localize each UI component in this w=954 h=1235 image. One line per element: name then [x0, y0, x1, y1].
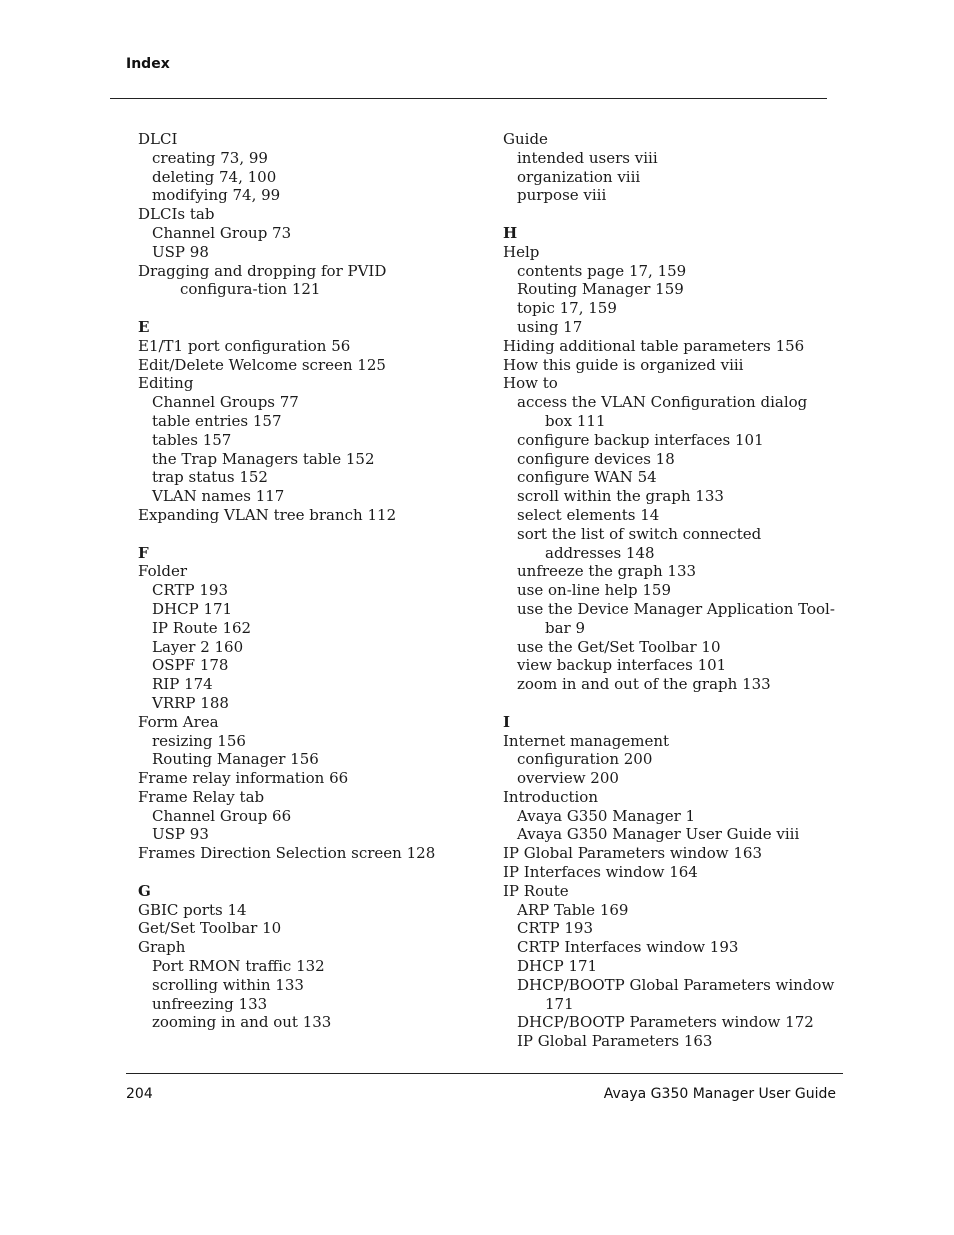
- index-subentry: Channel Group 66: [152, 806, 292, 825]
- index-subentry: configure devices 18: [517, 449, 675, 468]
- index-entry: Expanding VLAN tree branch 112: [138, 505, 397, 524]
- index-subentry: deleting 74, 100: [152, 167, 277, 186]
- index-section-letter: G: [138, 881, 151, 900]
- footer-rule: [126, 1073, 843, 1074]
- index-section-letter: H: [503, 223, 518, 242]
- index-subentry: trap status 152: [152, 468, 268, 487]
- index-entry: IP Interfaces window 164: [503, 863, 698, 882]
- index-subentry: zoom in and out of the graph 133: [517, 675, 771, 694]
- index-subentry: resizing 156: [152, 731, 246, 750]
- index-subentry: scrolling within 133: [152, 975, 304, 994]
- index-entry: Introduction: [503, 787, 598, 806]
- index-subentry: the Trap Managers table 152: [152, 449, 375, 468]
- index-entry: Form Area: [138, 712, 219, 731]
- page-number: 204: [126, 1086, 153, 1102]
- index-entry: E1/T1 port configuration 56: [138, 336, 351, 355]
- index-subentry: configuration 200: [517, 750, 653, 769]
- index-subentry: USP 98: [152, 242, 209, 261]
- index-entry: DLCI: [138, 130, 178, 148]
- index-subentry: tables 157: [152, 430, 232, 449]
- index-subentry: sort the list of switch connected addresses 148: [517, 524, 762, 562]
- index-subentry: topic 17, 159: [517, 299, 617, 318]
- index-subentry: Avaya G350 Manager User Guide viii: [517, 825, 800, 844]
- index-subentry: Channel Group 73: [152, 223, 292, 242]
- index-subentry: RIP 174: [152, 675, 213, 694]
- index-subentry: DHCP 171: [152, 599, 233, 618]
- index-subentry: view backup interfaces 101: [517, 656, 727, 675]
- index-subentry: CRTP Interfaces window 193: [517, 938, 739, 957]
- index-subentry: organization viii: [517, 167, 641, 186]
- index-subentry: OSPF 178: [152, 656, 229, 675]
- index-entry: Hiding additional table parameters 156: [503, 336, 805, 355]
- index-subentry: scroll within the graph 133: [517, 487, 724, 506]
- index-entry: Frames Direction Selection screen 128: [138, 844, 436, 863]
- index-subentry: IP Route 162: [152, 618, 252, 637]
- index-subentry: VLAN names 117: [152, 487, 285, 506]
- index-column-left: [138, 130, 468, 1032]
- index-subentry: CRTP 193: [152, 581, 229, 600]
- index-subentry: use the Get/Set Toolbar 10: [517, 637, 721, 656]
- index-entry: Folder: [138, 562, 188, 581]
- index-subentry: select elements 14: [517, 505, 660, 524]
- index-subentry: Avaya G350 Manager 1: [517, 806, 696, 825]
- index-subentry: use on-line help 159: [517, 581, 671, 600]
- index-subentry: configure WAN 54: [517, 468, 657, 487]
- header-rule: [110, 98, 827, 99]
- index-entry: How this guide is organized viii: [503, 355, 744, 374]
- index-entry: IP Route: [503, 881, 569, 900]
- index-entry: DLCIs tab: [138, 205, 215, 224]
- index-entry: Editing: [138, 374, 194, 393]
- index-entry: Edit/Delete Welcome screen 125: [138, 355, 386, 374]
- index-subentry: unfreeze the graph 133: [517, 562, 697, 581]
- index-subentry: DHCP/BOOTP Global Parameters window 171: [517, 975, 835, 1013]
- index-subentry: table entries 157: [152, 411, 282, 430]
- index-subentry: configure backup interfaces 101: [517, 430, 764, 449]
- index-subentry: DHCP 171: [517, 957, 598, 976]
- index-subentry: modifying 74, 99: [152, 186, 281, 205]
- index-subentry: unfreezing 133: [152, 994, 268, 1013]
- index-subentry: Port RMON traffic 132: [152, 957, 325, 976]
- index-subentry: use the Device Manager Application Tool-bar 9: [517, 599, 835, 637]
- index-entry: IP Global Parameters window 163: [503, 844, 762, 863]
- index-entry: Graph: [138, 938, 186, 957]
- index-subentry: VRRP 188: [152, 693, 229, 712]
- index-entry: Frame Relay tab: [138, 787, 265, 806]
- index-subentry: purpose viii: [517, 186, 607, 205]
- index-subentry: Routing Manager 156: [152, 750, 319, 769]
- index-section-letter: E: [138, 317, 150, 336]
- index-entry: Frame relay information 66: [138, 769, 349, 788]
- index-subentry: Channel Groups 77: [152, 393, 299, 412]
- footer-doc-title: Avaya G350 Manager User Guide: [603, 1086, 836, 1102]
- index-subentry: Routing Manager 159: [517, 280, 684, 299]
- index-subentry: zooming in and out 133: [152, 1013, 332, 1032]
- index-entry: How to: [503, 374, 558, 393]
- index-subentry: access the VLAN Configuration dialog box 111: [517, 393, 808, 430]
- index-subentry: overview 200: [517, 769, 619, 788]
- index-section-letter: I: [503, 712, 511, 731]
- index-subentry: DHCP/BOOTP Parameters window 172: [517, 1013, 814, 1032]
- header-label: Index: [126, 56, 170, 72]
- index-entry: Internet management: [503, 731, 670, 750]
- index-entry: GBIC ports 14: [138, 900, 247, 919]
- index-subentry: USP 93: [152, 825, 209, 844]
- index-subentry: creating 73, 99: [152, 148, 268, 167]
- index-entry: Guide: [503, 130, 548, 148]
- index-subentry: ARP Table 169: [517, 900, 629, 919]
- index-entry: Get/Set Toolbar 10: [138, 919, 282, 938]
- index-entry: Help: [503, 242, 540, 261]
- index-subentry: CRTP 193: [517, 919, 594, 938]
- index-entry: Dragging and dropping for PVID configura-tion 121: [138, 261, 387, 299]
- index-subentry: contents page 17, 159: [517, 261, 687, 280]
- index-subentry: intended users viii: [517, 148, 658, 167]
- index-section-letter: F: [138, 543, 149, 562]
- index-subentry: using 17: [517, 317, 583, 336]
- index-subentry: Layer 2 160: [152, 637, 244, 656]
- index-column-right: [503, 130, 838, 1051]
- index-subentry: IP Global Parameters 163: [517, 1032, 713, 1051]
